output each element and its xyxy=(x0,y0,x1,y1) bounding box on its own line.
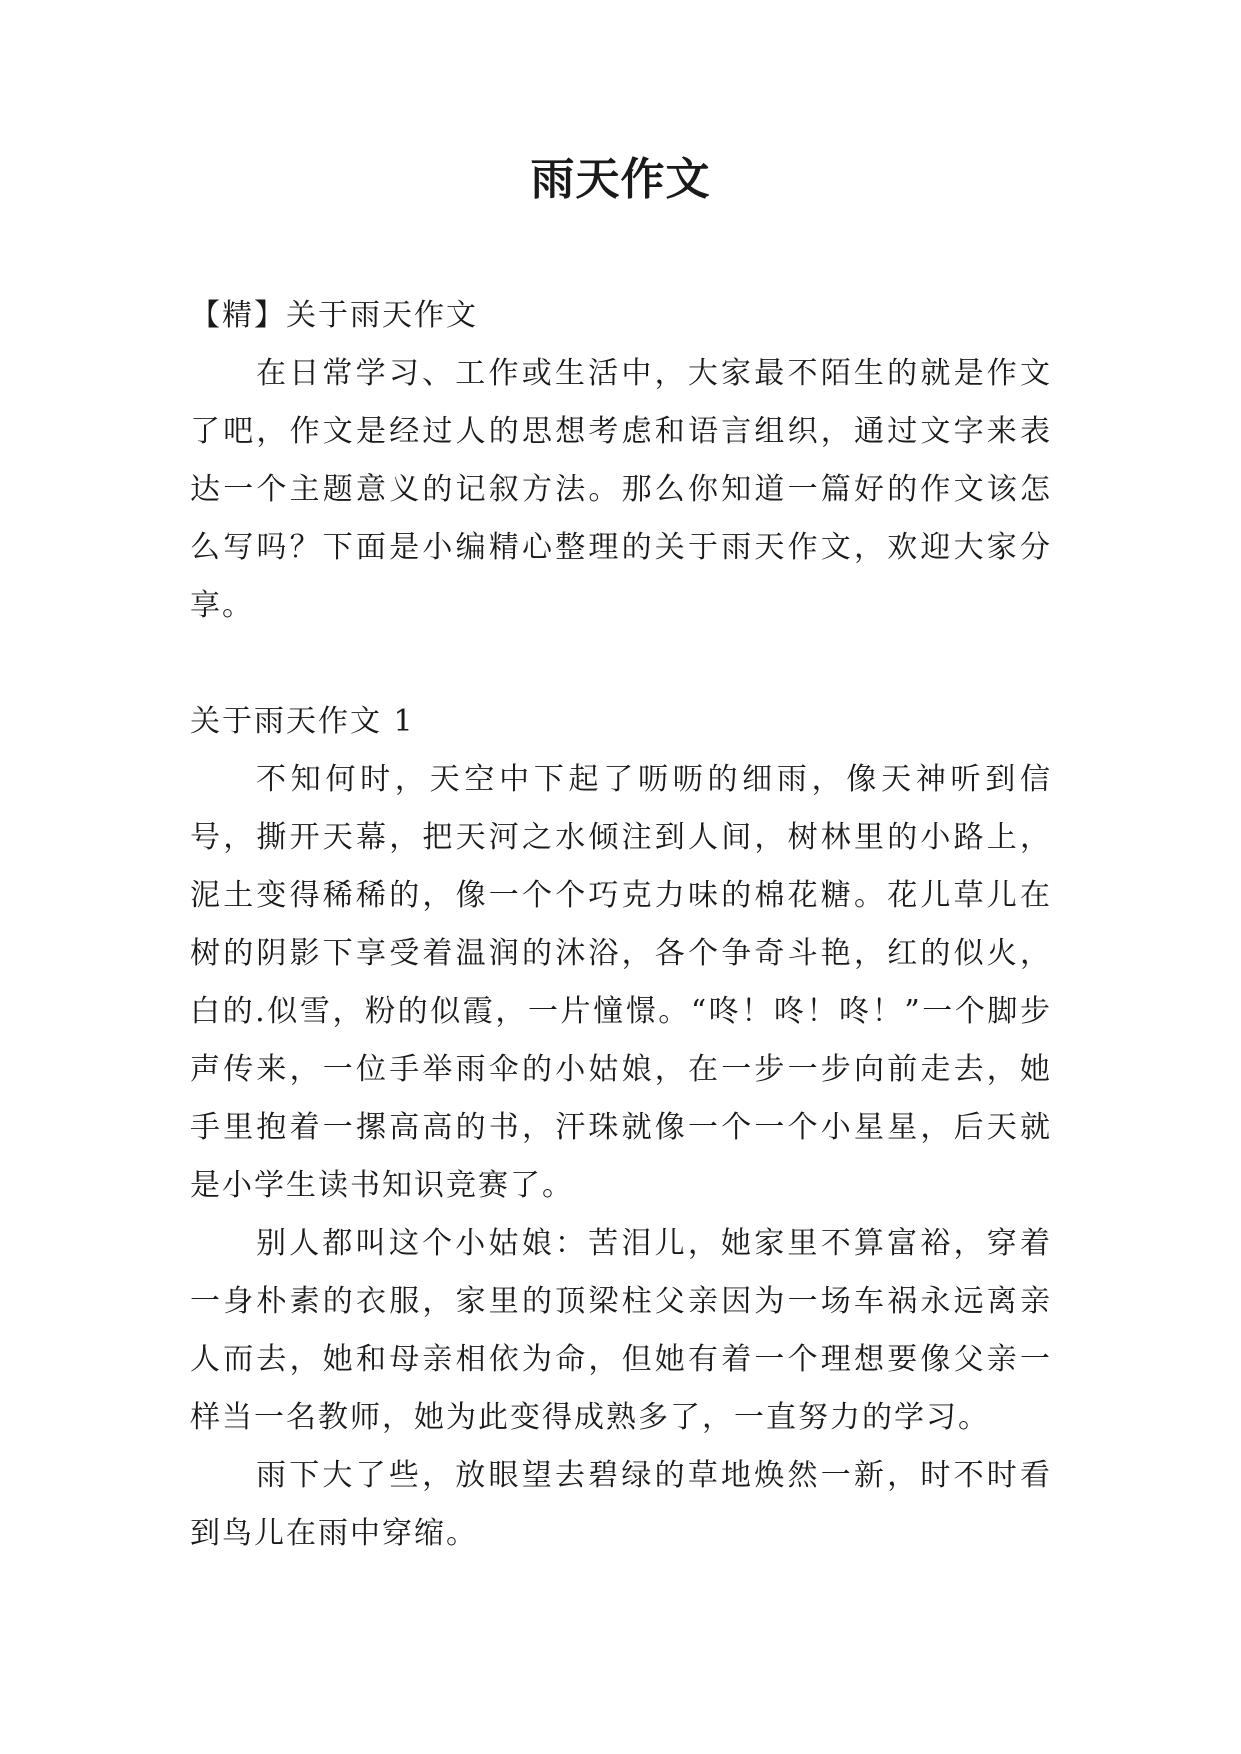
section-paragraph: 不知何时，天空中下起了呖呖的细雨，像天神听到信号，撕开天幕，把天河之水倾注到人间，树林里的小路上，泥土变得稀稀的，像一个个巧克力味的棉花糖。花儿草儿在树的阴影下享受着温润的沐浴，各个争奇斗艳，红的似火，白的.似雪，粉的似霞，一片憧憬。“咚！咚！咚！”一个脚步声传来，一位手举雨伞的小姑娘，在一步一步向前走去，她手里抱着一摞高高的书，汗珠就像一个一个小星星，后天就是小学生读书知识竞赛了。 xyxy=(190,762,1052,1203)
intro-paragraph: 在日常学习、工作或生活中，大家最不陌生的就是作文了吧，作文是经过人的思想考虑和语言组织，通过文字来表达一个主题意义的记叙方法。那么你知道一篇好的作文该怎么写吗？下面是小编精心整理的关于雨天作文，欢迎大家分享。 xyxy=(190,356,1052,623)
section-paragraph: 别人都叫这个小姑娘：苦泪儿，她家里不算富裕，穿着一身朴素的衣服，家里的顶梁柱父亲因为一场车祸永远离亲人而去，她和母亲相依为命，但她有着一个理想要像父亲一样当一名教师，她为此变得成熟多了，一直努力的学习。 xyxy=(190,1226,1052,1435)
section-heading: 关于雨天作文 1 xyxy=(190,704,415,739)
document-title: 雨天作文 xyxy=(530,154,711,205)
intro-heading: 【精】关于雨天作文 xyxy=(190,298,478,333)
section-paragraph: 雨下大了些，放眼望去碧绿的草地焕然一新，时不时看到鸟儿在雨中穿缩。 xyxy=(190,1458,1052,1551)
